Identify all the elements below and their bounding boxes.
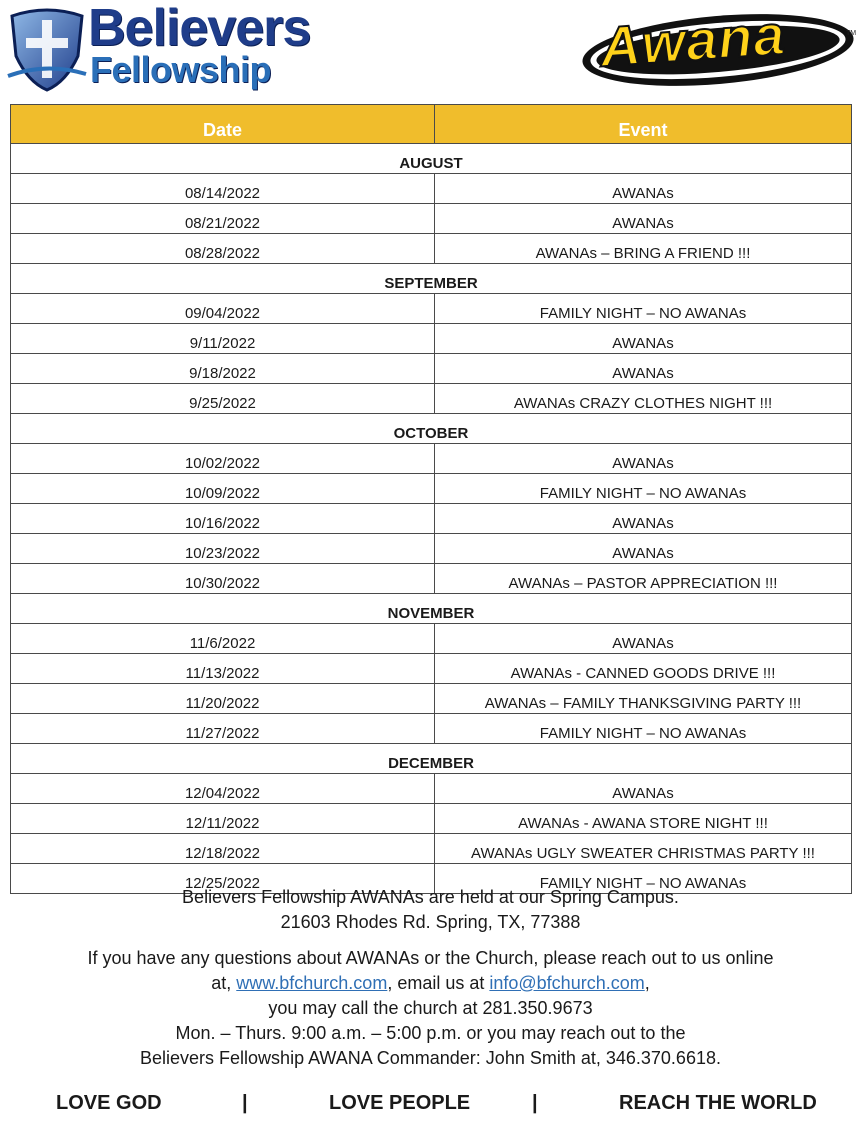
month-header-row bbox=[11, 744, 852, 774]
location-line-1: Believers Fellowship AWANAs are held at our Spring Campus. bbox=[182, 887, 679, 907]
table-row bbox=[11, 474, 852, 504]
month-header-row bbox=[11, 414, 852, 444]
month-header-row bbox=[11, 144, 852, 174]
table-row bbox=[11, 834, 852, 864]
motto-reach-the-world: REACH THE WORLD bbox=[619, 1092, 817, 1114]
table-row bbox=[11, 504, 852, 534]
table-row bbox=[11, 324, 852, 354]
event-cell: AWANAs – PASTOR APPRECIATION !!! bbox=[435, 564, 852, 594]
event-cell: AWANAs - AWANA STORE NIGHT !!! bbox=[435, 804, 852, 834]
contact-email-suffix: , bbox=[644, 973, 650, 993]
date-cell: 10/23/2022 bbox=[11, 534, 435, 564]
table-row bbox=[11, 354, 852, 384]
contact-line-3: you may call the church at 281.350.9673 bbox=[268, 998, 593, 1018]
date-cell: 11/27/2022 bbox=[11, 714, 435, 744]
table-row bbox=[11, 804, 852, 834]
schedule-body bbox=[11, 144, 852, 894]
contact-line-4: Mon. – Thurs. 9:00 a.m. – 5:00 p.m. or you may reach out to the bbox=[175, 1023, 686, 1043]
date-cell: 9/18/2022 bbox=[11, 354, 435, 384]
contact-email-prefix: , email us at bbox=[387, 973, 490, 993]
event-cell: FAMILY NIGHT – NO AWANAs bbox=[435, 474, 852, 504]
church-motto bbox=[0, 1090, 861, 1120]
logo-title-believers: Believers bbox=[88, 0, 311, 57]
table-header-row bbox=[11, 105, 852, 144]
date-cell: 10/09/2022 bbox=[11, 474, 435, 504]
month-label: NOVEMBER bbox=[11, 594, 852, 624]
date-cell: 08/14/2022 bbox=[11, 174, 435, 204]
month-label: DECEMBER bbox=[11, 744, 852, 774]
event-cell: FAMILY NIGHT – NO AWANAs bbox=[435, 864, 852, 894]
date-cell: 12/11/2022 bbox=[11, 804, 435, 834]
motto-love-god: LOVE GOD bbox=[56, 1092, 162, 1114]
event-cell: AWANAs CRAZY CLOTHES NIGHT !!! bbox=[435, 384, 852, 414]
table-row bbox=[11, 654, 852, 684]
date-cell: 09/04/2022 bbox=[11, 294, 435, 324]
date-cell: 9/25/2022 bbox=[11, 384, 435, 414]
awana-logo-text: Awana bbox=[597, 2, 788, 79]
month-label: OCTOBER bbox=[11, 414, 852, 444]
contact-at-text: at, bbox=[211, 973, 237, 993]
table-row bbox=[11, 684, 852, 714]
table-row bbox=[11, 294, 852, 324]
event-cell: FAMILY NIGHT – NO AWANAs bbox=[435, 714, 852, 744]
page-header bbox=[0, 0, 861, 100]
event-cell: AWANAs bbox=[435, 774, 852, 804]
event-cell: AWANAs bbox=[435, 534, 852, 564]
contact-line-1: If you have any questions about AWANAs or the Church, please reach out to us online bbox=[87, 948, 774, 968]
month-label: SEPTEMBER bbox=[11, 264, 852, 294]
table-row bbox=[11, 714, 852, 744]
location-info bbox=[0, 885, 861, 935]
date-cell: 11/13/2022 bbox=[11, 654, 435, 684]
event-cell: AWANAs - CANNED GOODS DRIVE !!! bbox=[435, 654, 852, 684]
date-cell: 10/16/2022 bbox=[11, 504, 435, 534]
believers-fellowship-logo bbox=[4, 0, 324, 94]
date-cell: 9/11/2022 bbox=[11, 324, 435, 354]
table-row bbox=[11, 774, 852, 804]
date-cell: 12/18/2022 bbox=[11, 834, 435, 864]
date-cell: 10/02/2022 bbox=[11, 444, 435, 474]
event-cell: FAMILY NIGHT – NO AWANAs bbox=[435, 294, 852, 324]
event-cell: AWANAs bbox=[435, 324, 852, 354]
date-cell: 08/21/2022 bbox=[11, 204, 435, 234]
event-cell: AWANAs bbox=[435, 204, 852, 234]
month-header-row bbox=[11, 264, 852, 294]
event-cell: AWANAs bbox=[435, 444, 852, 474]
column-header-event: Event bbox=[435, 105, 852, 144]
motto-separator-1: | bbox=[242, 1092, 248, 1114]
event-cell: AWANAs bbox=[435, 354, 852, 384]
date-cell: 11/20/2022 bbox=[11, 684, 435, 714]
event-cell: AWANAs bbox=[435, 624, 852, 654]
event-cell: AWANAs – FAMILY THANKSGIVING PARTY !!! bbox=[435, 684, 852, 714]
logo-title-fellowship: Fellowship bbox=[90, 49, 272, 90]
event-cell: AWANAs UGLY SWEATER CHRISTMAS PARTY !!! bbox=[435, 834, 852, 864]
event-cell: AWANAs – BRING A FRIEND !!! bbox=[435, 234, 852, 264]
table-row bbox=[11, 624, 852, 654]
table-row bbox=[11, 384, 852, 414]
location-line-2: 21603 Rhodes Rd. Spring, TX, 77388 bbox=[280, 912, 581, 932]
date-cell: 12/04/2022 bbox=[11, 774, 435, 804]
shield-cross-icon bbox=[6, 6, 88, 92]
table-row bbox=[11, 444, 852, 474]
table-row bbox=[11, 534, 852, 564]
table-row bbox=[11, 204, 852, 234]
date-cell: 11/6/2022 bbox=[11, 624, 435, 654]
event-cell: AWANAs bbox=[435, 504, 852, 534]
date-cell: 08/28/2022 bbox=[11, 234, 435, 264]
motto-separator-2: | bbox=[532, 1092, 538, 1114]
table-row bbox=[11, 234, 852, 264]
date-cell: 12/25/2022 bbox=[11, 864, 435, 894]
month-header-row bbox=[11, 594, 852, 624]
contact-line-5: Believers Fellowship AWANA Commander: John Smith at, 346.370.6618. bbox=[140, 1048, 721, 1068]
date-cell: 10/30/2022 bbox=[11, 564, 435, 594]
event-cell: AWANAs bbox=[435, 174, 852, 204]
column-header-date: Date bbox=[11, 105, 435, 144]
email-link[interactable]: info@bfchurch.com bbox=[489, 973, 645, 993]
month-label: AUGUST bbox=[11, 144, 852, 174]
contact-info bbox=[0, 946, 861, 1071]
table-row bbox=[11, 564, 852, 594]
motto-love-people: LOVE PEOPLE bbox=[329, 1092, 471, 1114]
contact-line-2 bbox=[0, 971, 861, 996]
website-link[interactable]: www.bfchurch.com bbox=[236, 973, 388, 993]
awana-schedule-table bbox=[10, 104, 852, 894]
trademark-mark: TM bbox=[846, 30, 857, 37]
table-row bbox=[11, 174, 852, 204]
